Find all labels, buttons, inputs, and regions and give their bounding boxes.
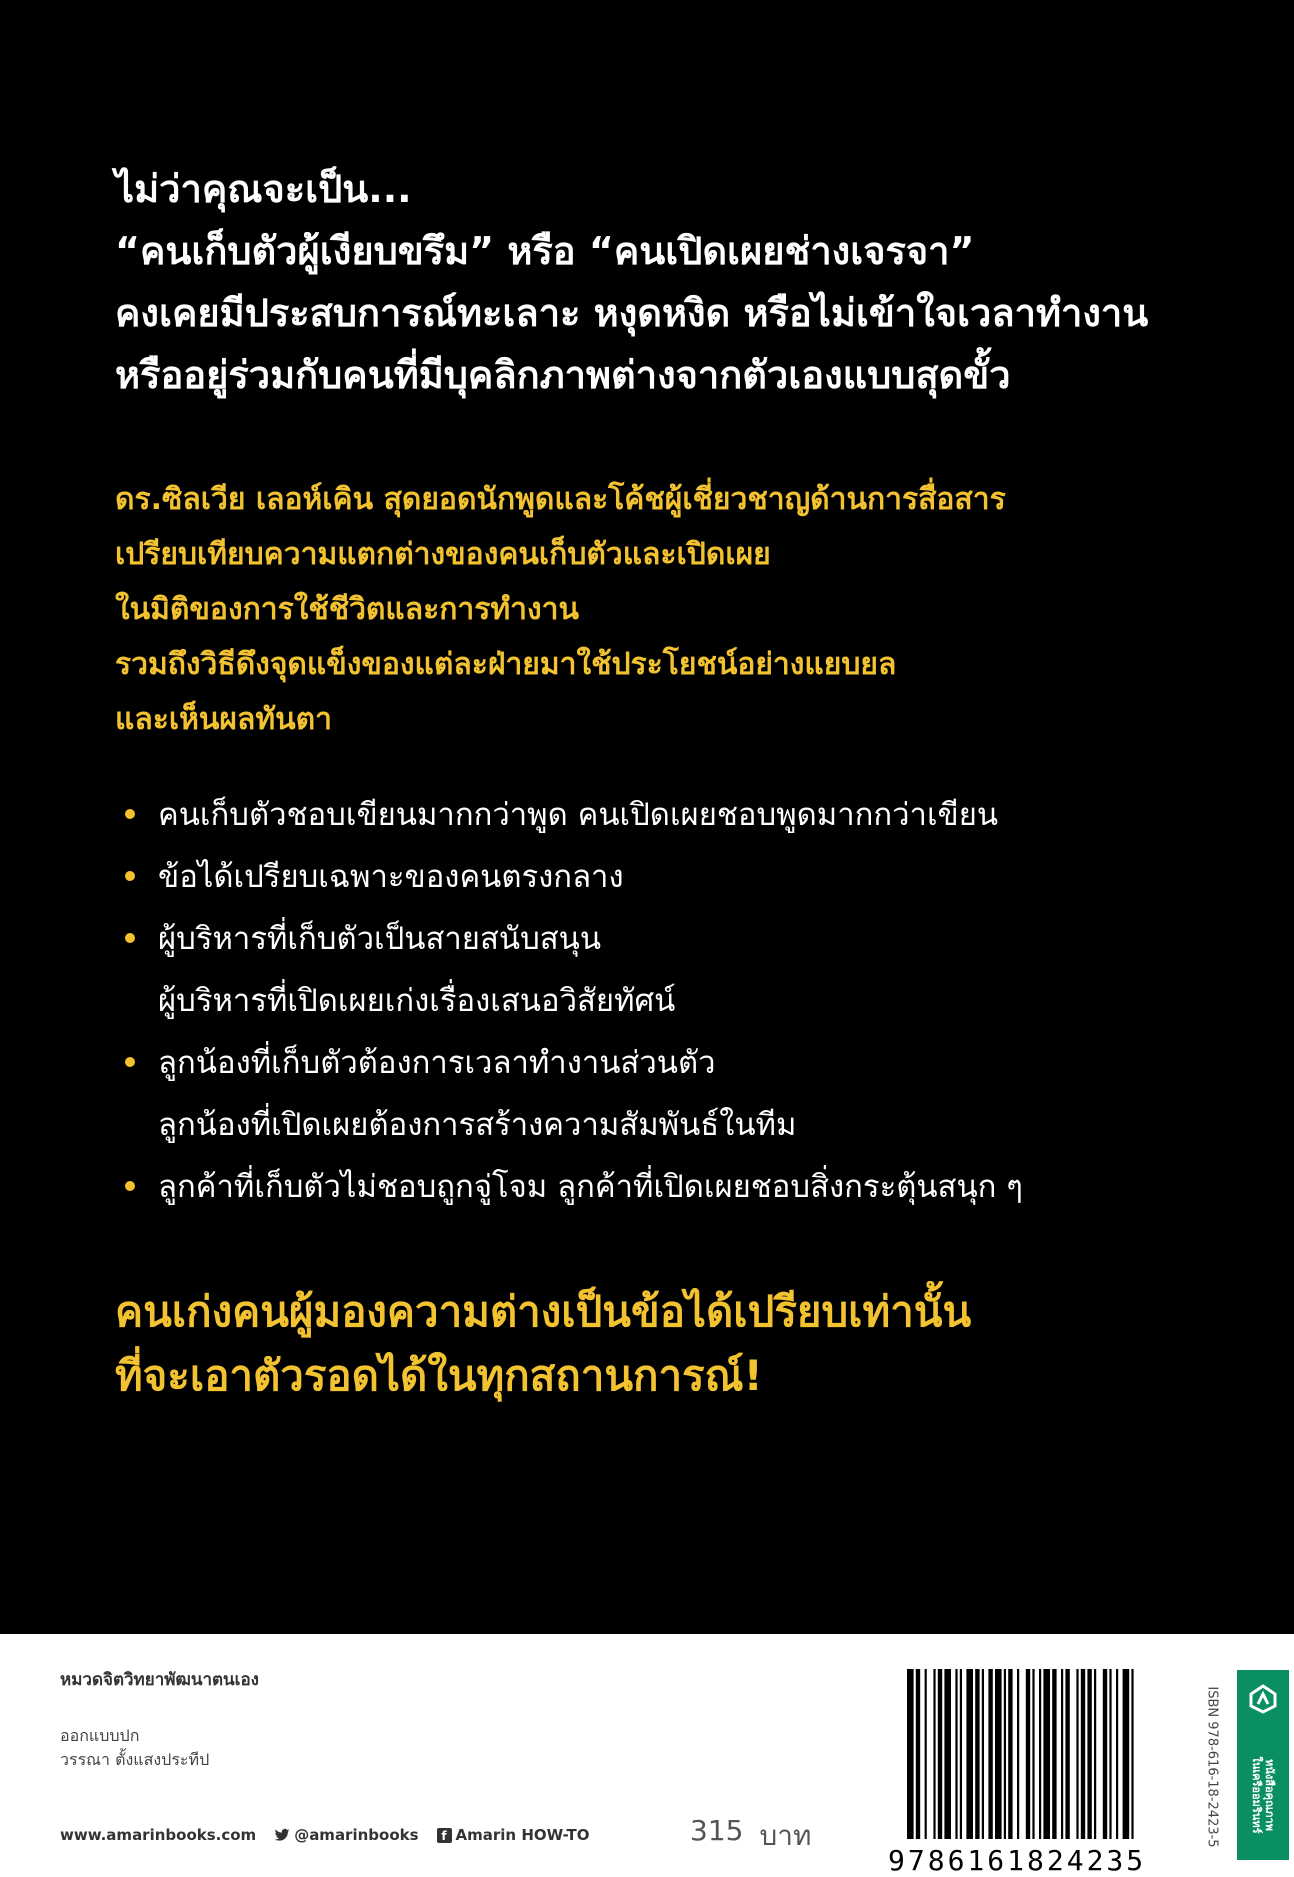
barcode-bar (1052, 1669, 1056, 1839)
closing-text (115, 1280, 971, 1408)
bullet-item-continuation: ลูกน้องที่เปิดเผยต้องการสร้างความสัมพันธ์ในทีม (158, 1107, 797, 1143)
barcode-bar (988, 1669, 992, 1839)
facebook-page-text: Amarin HOW-TO (455, 1826, 590, 1844)
barcode-bar (1039, 1669, 1041, 1839)
barcode-bar (916, 1669, 920, 1839)
barcode-number: 9786161824235 (888, 1844, 1147, 1877)
highlight-line: ดร.ซิลเวีย เลอห์เคิน สุดยอดนักพูดและโค้ชผู้เชี่ยวชาญด้านการสื่อสาร (115, 482, 1006, 517)
badge-line: ในเครืออมรินทร์ (1250, 1756, 1263, 1834)
barcode-bar (1032, 1669, 1034, 1839)
barcode-bar (1123, 1669, 1130, 1839)
bullet-item: ข้อได้เปรียบเฉพาะของคนตรงกลาง (125, 846, 1023, 908)
barcode-bar (955, 1669, 957, 1839)
highlight-line: รวมถึงวิธีดึงจุดแข็งของแต่ละฝ่ายมาใช้ประโยชน์อย่างแยบยล (115, 647, 897, 682)
barcode-bar (1004, 1669, 1006, 1839)
bullet-item: ลูกน้องที่เก็บตัวต้องการเวลาทำงานส่วนตัว (125, 1032, 1023, 1094)
barcode-bar (1131, 1669, 1133, 1839)
intro-line: คงเคยมีประสบการณ์ทะเลาะ หงุดหงิด หรือไม่เข้าใจเวลาทำงาน (115, 291, 1149, 335)
bullet-item-continuation: ผู้บริหารที่เปิดเผยเก่งเรื่องเสนอวิสัยทัศน์ (158, 983, 676, 1019)
isbn-vertical (1202, 1672, 1222, 1862)
barcode-bar (933, 1669, 935, 1839)
amarin-logo-icon (1249, 1684, 1277, 1714)
cover-designer: วรรณา ตั้งแสงประทีป (60, 1750, 210, 1769)
quality-book-badge (1237, 1670, 1289, 1860)
barcode-bar (1076, 1669, 1078, 1839)
price (690, 1814, 811, 1858)
highlight-line: ในมิติของการใช้ชีวิตและการทำงาน (115, 592, 579, 627)
badge-text (1250, 1757, 1276, 1834)
barcode-bar (1008, 1669, 1012, 1839)
cover-design-label: ออกแบบปก (60, 1726, 140, 1745)
bullet-item: ลูกค้าที่เก็บตัวไม่ชอบถูกจู่โจม ลูกค้าที่เปิดเผยชอบสิ่งกระตุ้นสนุก ๆ (125, 1156, 1023, 1218)
barcode-bar (907, 1669, 914, 1839)
twitter-icon (274, 1827, 290, 1843)
bullet-item: ผู้บริหารที่เก็บตัวเป็นสายสนับสนุน (125, 908, 1023, 970)
highlight-line: เปรียบเทียบความแตกต่างของคนเก็บตัวและเปิดเผย (115, 537, 771, 572)
website-link[interactable]: www.amarinbooks.com (60, 1826, 257, 1844)
barcode-bar (975, 1669, 979, 1839)
barcode-bar (1065, 1669, 1069, 1839)
intro-line: หรืออยู่ร่วมกับคนที่มีบุคลิกภาพต่างจากตัวเองแบบสุดขั้ว (115, 353, 1011, 397)
barcode-image (905, 1669, 1185, 1839)
barcode-bar (1094, 1669, 1096, 1839)
barcode-bar (1081, 1669, 1085, 1839)
price-unit: บาท (759, 1819, 812, 1852)
barcode-bar (1017, 1669, 1019, 1839)
barcode-bar (1109, 1669, 1111, 1839)
barcode-bar (966, 1669, 973, 1839)
twitter-handle-text: @amarinbooks (294, 1826, 419, 1844)
closing-line: ที่จะเอาตัวรอดได้ในทุกสถานการณ์! (115, 1351, 763, 1400)
intro-line: “คนเก็บตัวผู้เงียบขรึม” หรือ “คนเปิดเผยช่างเจรจา” (115, 229, 975, 273)
publisher-footer-panel (0, 1634, 1294, 1877)
publisher-links (60, 1826, 590, 1844)
bullet-item: คนเก็บตัวชอบเขียนมากกว่าพูด คนเปิดเผยชอบพูดมากกว่าเขียน (125, 784, 1023, 846)
intro-text (115, 158, 1148, 406)
book-category: หมวดจิตวิทยาพัฒนาตนเอง (60, 1670, 259, 1690)
barcode-bar (960, 1669, 962, 1839)
price-value: 315 (690, 1814, 744, 1847)
barcode-bar (944, 1669, 951, 1839)
highlight-line: และเห็นผลทันตา (115, 702, 332, 737)
bullet-list (125, 784, 1023, 1218)
facebook-page[interactable] (437, 1826, 590, 1844)
twitter-handle[interactable] (274, 1826, 418, 1844)
barcode-bar (995, 1669, 1002, 1839)
badge-line: หนังสือคุณภาพ (1263, 1759, 1276, 1831)
barcode-bar (1116, 1669, 1118, 1839)
intro-line: ไม่ว่าคุณจะเป็น... (115, 167, 412, 211)
barcode-bar (925, 1669, 927, 1839)
barcode-bar (982, 1669, 984, 1839)
closing-line: คนเก่งคนผู้มองความต่างเป็นข้อได้เปรียบเท่านั้น (115, 1287, 972, 1336)
barcode-bar (938, 1669, 942, 1839)
highlight-text (115, 472, 1006, 747)
barcode-bar (1026, 1669, 1030, 1839)
barcode-bar (1087, 1669, 1091, 1839)
isbn-text: ISBN 978-616-18-2423-5 (1204, 1686, 1220, 1848)
barcode-bar (1061, 1669, 1063, 1839)
barcode-bar (1103, 1669, 1107, 1839)
facebook-icon: f (437, 1828, 452, 1843)
barcode-bar (1043, 1669, 1050, 1839)
